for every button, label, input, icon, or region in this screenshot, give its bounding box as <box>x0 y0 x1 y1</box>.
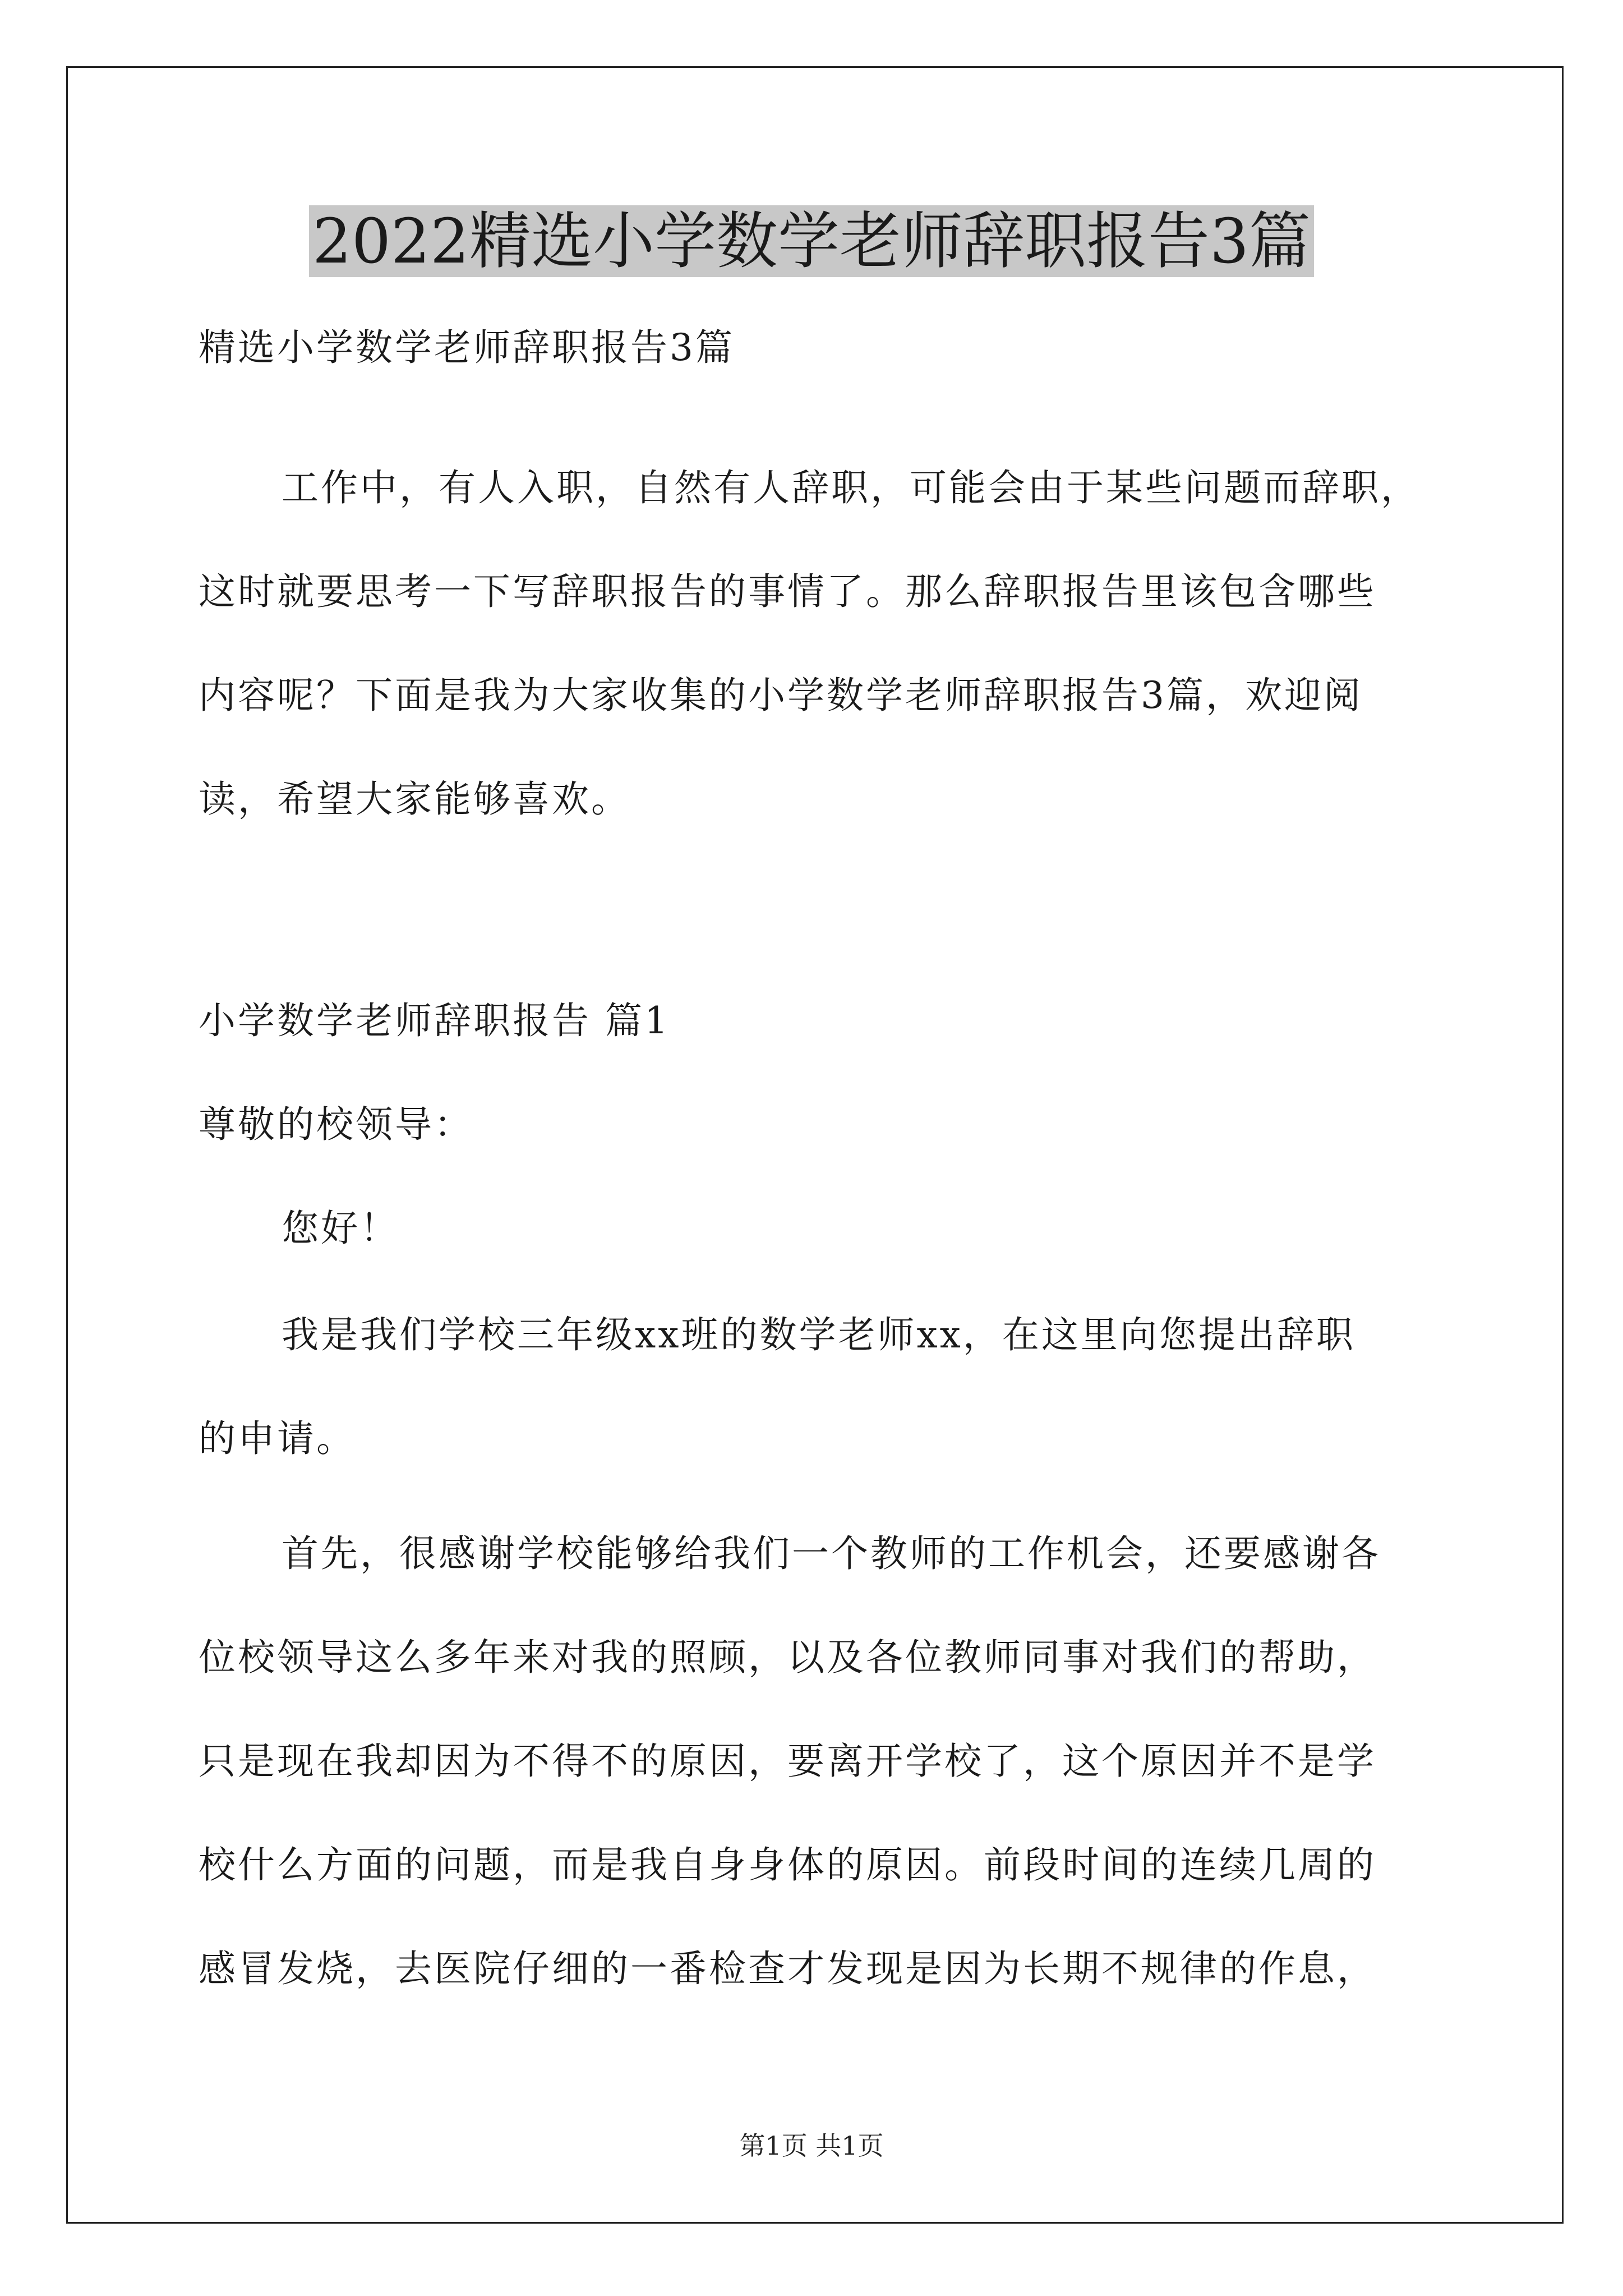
salutation: 尊敬的校领导： <box>199 1103 473 1146</box>
intro-line: 这时就要思考一下写辞职报告的事情了。那么辞职报告里该包含哪些 <box>199 570 1376 613</box>
body-line: 校什么方面的问题，而是我自身身体的原因。前段时间的连续几周的 <box>199 1843 1376 1887</box>
body-line: 我是我们学校三年级xx班的数学老师xx，在这里向您提出辞职 <box>282 1313 1355 1356</box>
page-footer: 第1页 共1页 <box>739 2131 884 2161</box>
body-line: 首先，很感谢学校能够给我们一个教师的工作机会，还要感谢各 <box>282 1532 1381 1575</box>
document-title: 2022精选小学数学老师辞职报告3篇 <box>0 202 1623 280</box>
intro-line: 内容呢？下面是我为大家收集的小学数学老师辞职报告3篇，欢迎阅 <box>199 674 1363 717</box>
body-line: 的申请。 <box>199 1417 356 1460</box>
body-line: 位校领导这么多年来对我的照顾，以及各位教师同事对我们的帮助， <box>199 1636 1376 1679</box>
subtitle: 精选小学数学老师辞职报告3篇 <box>199 326 735 369</box>
intro-line: 工作中，有人入职，自然有人辞职，可能会由于某些问题而辞职， <box>282 466 1420 509</box>
greeting: 您好！ <box>282 1207 399 1250</box>
intro-line: 读，希望大家能够喜欢。 <box>199 777 630 821</box>
section-heading: 小学数学老师辞职报告 篇1 <box>199 999 670 1042</box>
body-line: 感冒发烧，去医院仔细的一番检查才发现是因为长期不规律的作息， <box>199 1947 1376 1990</box>
body-line: 只是现在我却因为不得不的原因，要离开学校了，这个原因并不是学 <box>199 1740 1376 1783</box>
